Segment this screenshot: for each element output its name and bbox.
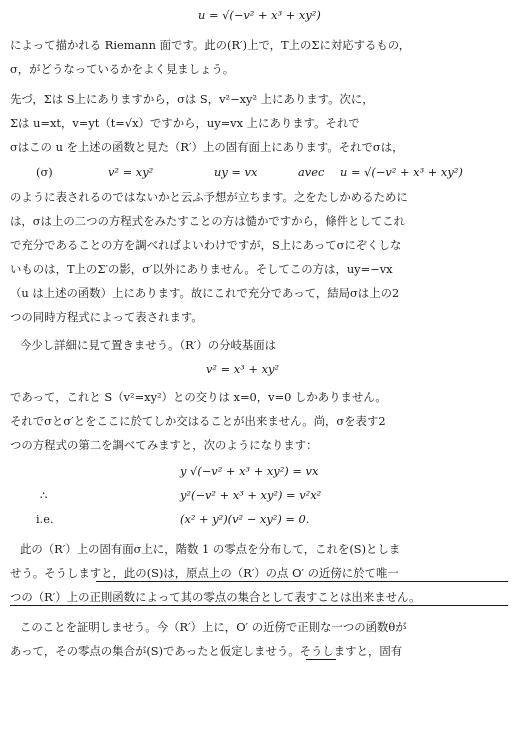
text-line-18: つの（R′）上の正則函数によって其の零点の集合として表すことは出来ません。	[10, 590, 421, 604]
text-line-9: いものは，T上のΣ′の影，σ′以外にありません。そしてこの方は，uy=−vx	[10, 262, 393, 276]
text-line-19: このことを証明しませう。今（R′）上に，O′ の近傍で正則な一つの函数θが	[20, 620, 407, 634]
text-line-2: σ，がどうなっているかをよく見ましょう。	[10, 62, 235, 76]
underline-assume	[306, 659, 336, 660]
formula-branch-surface: v² = x³ + xy²	[206, 362, 279, 376]
text-line-17: せう。そうしますと，此の(S)は，原点上の（R′）の点 O′ の近傍に於て唯一	[10, 566, 399, 580]
formula-derivation-1: y √(−v² + x³ + xy²) = vx	[180, 464, 319, 478]
text-line-3: 先づ，Σは S上にありますから，σは S，v²−xy² 上にあります。次に，	[10, 92, 374, 106]
text-line-6: のように表されるのではないかと云ふ予想が立ちます。之をたしかめるために	[10, 190, 408, 204]
word-avec: avec	[298, 165, 325, 179]
equation-tag-sigma: (σ)	[36, 165, 53, 179]
text-line-7: は，σは上の二つの方程式をみたすことの方は慥かですから，條件としてこれ	[10, 214, 406, 228]
text-line-13: であって，これと S（v²=xy²）との交りは x=0，v=0 しかありません。	[10, 390, 387, 404]
text-line-5: σはこの u を上述の函数と見た（R′）上の固有面上にあります。それでσは，	[10, 140, 404, 154]
text-line-16: 此の（R′）上の固有面σ上に，階数 1 の零点を分布して，これを(S)としま	[20, 542, 401, 556]
text-line-4: Σは u=xt，v=yt（t=√x）ですから，uy=vx 上にあります。それで	[10, 116, 360, 130]
text-line-20: あって，その零点の集合が(S)であったと仮定しませう。そうしますと，固有	[10, 644, 403, 658]
therefore-symbol: ∴	[40, 488, 48, 502]
text-line-8: で充分であることの方を調べればよいわけですが，S上にあってσにぞくしな	[10, 238, 402, 252]
text-line-12: 今少し詳細に見て置きませう。（R′）の分岐基面は	[20, 338, 277, 352]
formula-derivation-2: y²(−v² + x³ + xy²) = v²x²	[180, 488, 322, 502]
text-line-14: それでσとσ′とをここに於てしか交はることが出来ません。尚，σを表す2	[10, 414, 386, 428]
underline-claim-1	[96, 581, 508, 582]
text-line-15: つの方程式の第二を調べてみますと，次のようになります：	[10, 438, 318, 452]
text-line-11: つの同時方程式によって表されます。	[10, 310, 203, 324]
formula-u-definition: u = √(−v² + x³ + xy²)	[198, 8, 321, 22]
ie-label: i.e.	[36, 512, 54, 526]
text-line-10: （u は上述の函数）上にあります。故にこれで充分であって，結局σは上の2	[10, 286, 400, 300]
formula-sigma-first: v² = xy²	[108, 165, 154, 179]
formula-sigma-u: u = √(−v² + x³ + xy²)	[340, 165, 463, 179]
text-line-1: によって描かれる Riemann 面です。此の(R′)上で，T上のΣに対応するもの，	[10, 38, 411, 52]
underline-claim-2	[10, 605, 508, 606]
formula-sigma-second: uy = vx	[214, 165, 258, 179]
formula-derivation-3: (x² + y²)(v² − xy²) = 0.	[180, 512, 310, 526]
